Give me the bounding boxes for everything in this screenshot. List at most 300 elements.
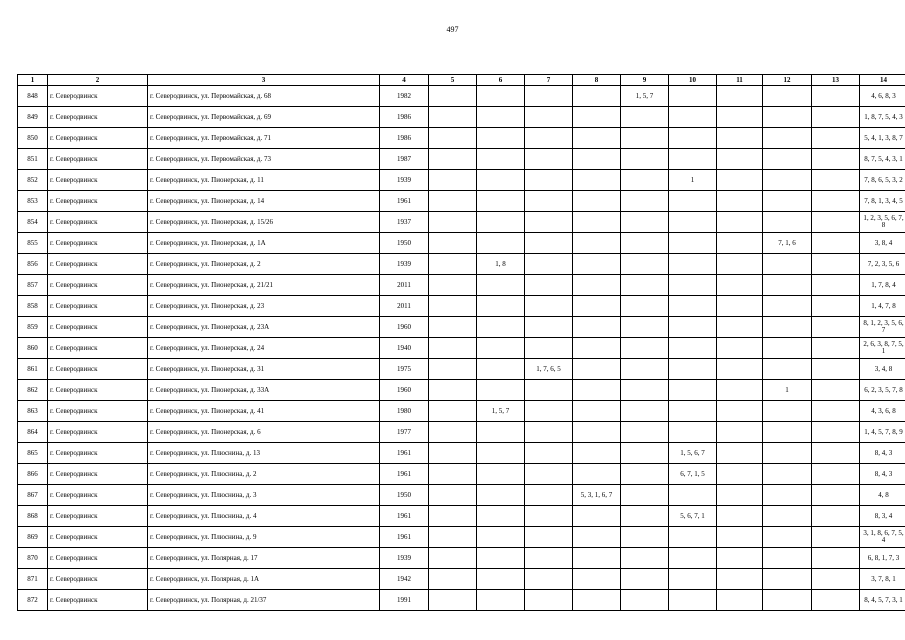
table-cell (763, 275, 812, 296)
column-header: 12 (763, 75, 812, 86)
table-cell (573, 254, 621, 275)
table-cell (763, 443, 812, 464)
table-cell: 1, 7, 6, 5 (525, 359, 573, 380)
table-cell (763, 506, 812, 527)
table-cell (669, 359, 717, 380)
table-cell (477, 443, 525, 464)
table-cell: 1, 4, 5, 7, 8, 9 (860, 422, 905, 443)
table-cell (429, 485, 477, 506)
table-cell: 850 (18, 128, 48, 149)
table-cell: г. Северодвинск, ул. Полярная, д. 21/37 (148, 590, 380, 611)
table-cell (717, 506, 763, 527)
table-cell (573, 233, 621, 254)
table-cell (573, 443, 621, 464)
table-cell: 2, 6, 3, 8, 7, 5, 1 (860, 338, 905, 359)
table-cell: 8, 1, 2, 3, 5, 6, 7 (860, 317, 905, 338)
registry-table (17, 74, 905, 611)
table-cell (477, 590, 525, 611)
table-cell: 1961 (380, 443, 429, 464)
table-cell (621, 485, 669, 506)
table-cell (763, 485, 812, 506)
table-cell (525, 422, 573, 443)
table-cell (669, 191, 717, 212)
table-cell (477, 485, 525, 506)
table-cell: 1986 (380, 107, 429, 128)
table-cell (477, 107, 525, 128)
table-cell (717, 443, 763, 464)
table-cell: 869 (18, 527, 48, 548)
table-cell (621, 590, 669, 611)
table-cell (717, 233, 763, 254)
table-row (18, 86, 905, 107)
table-cell (763, 338, 812, 359)
table-cell (763, 422, 812, 443)
page-number: 497 (446, 25, 459, 34)
table-cell: 5, 4, 1, 3, 8, 7 (860, 128, 905, 149)
table-cell (812, 590, 860, 611)
table-cell: г. Северодвинск (48, 107, 148, 128)
table-cell (763, 464, 812, 485)
table-cell: 1, 5, 7 (621, 86, 669, 107)
table-cell (812, 191, 860, 212)
table-cell: 863 (18, 401, 48, 422)
table-cell (429, 275, 477, 296)
table-cell: г. Северодвинск, ул. Полярная, д. 17 (148, 548, 380, 569)
table-cell: 6, 2, 3, 5, 7, 8 (860, 380, 905, 401)
table-cell (525, 128, 573, 149)
table-cell (429, 527, 477, 548)
table-cell (669, 212, 717, 233)
table-cell (717, 128, 763, 149)
table-cell: 7, 2, 3, 5, 6 (860, 254, 905, 275)
table-cell (429, 86, 477, 107)
table-cell (812, 149, 860, 170)
table-cell: г. Северодвинск, ул. Плюснина, д. 4 (148, 506, 380, 527)
table-cell (477, 548, 525, 569)
table-cell (621, 170, 669, 191)
table-cell (621, 464, 669, 485)
table-cell: 871 (18, 569, 48, 590)
table-cell: 2011 (380, 296, 429, 317)
table-cell (621, 401, 669, 422)
table-cell (621, 506, 669, 527)
table-cell (763, 170, 812, 191)
table-cell: г. Северодвинск, ул. Полярная, д. 1А (148, 569, 380, 590)
table-cell (717, 464, 763, 485)
table-cell: 1980 (380, 401, 429, 422)
table-cell: 1950 (380, 233, 429, 254)
table-cell (812, 233, 860, 254)
table-cell (621, 317, 669, 338)
table-cell: 1, 7, 8, 4 (860, 275, 905, 296)
table-cell (812, 86, 860, 107)
table-row (18, 590, 905, 611)
table-cell (763, 401, 812, 422)
table-cell (429, 443, 477, 464)
table-cell (477, 86, 525, 107)
table-cell: 1961 (380, 527, 429, 548)
table-cell (717, 359, 763, 380)
table-cell (812, 128, 860, 149)
table-cell (669, 338, 717, 359)
table-cell (573, 275, 621, 296)
table-cell (812, 422, 860, 443)
table-cell: г. Северодвинск (48, 401, 148, 422)
table-cell (717, 254, 763, 275)
table-cell: г. Северодвинск (48, 86, 148, 107)
table-cell: г. Северодвинск, ул. Первомайская, д. 69 (148, 107, 380, 128)
table-cell (429, 107, 477, 128)
table-cell (669, 485, 717, 506)
table-row (18, 527, 905, 548)
table-cell (525, 254, 573, 275)
table-cell: 854 (18, 212, 48, 233)
table-cell (812, 443, 860, 464)
table-cell (573, 527, 621, 548)
table-cell (573, 569, 621, 590)
table-cell: г. Северодвинск (48, 317, 148, 338)
table-cell: г. Северодвинск, ул. Плюснина, д. 2 (148, 464, 380, 485)
table-cell (525, 233, 573, 254)
table-cell (429, 569, 477, 590)
table-row (18, 254, 905, 275)
table-cell: 1939 (380, 254, 429, 275)
table-cell (669, 107, 717, 128)
table-cell: 853 (18, 191, 48, 212)
table-row (18, 548, 905, 569)
table-cell: 1, 8, 7, 5, 4, 3 (860, 107, 905, 128)
table-cell (573, 401, 621, 422)
table-cell: г. Северодвинск, ул. Пионерская, д. 33А (148, 380, 380, 401)
table-cell (812, 485, 860, 506)
table-cell: г. Северодвинск, ул. Первомайская, д. 71 (148, 128, 380, 149)
table-cell (477, 296, 525, 317)
table-cell: 1961 (380, 191, 429, 212)
table-cell: 3, 7, 8, 1 (860, 569, 905, 590)
table-cell (429, 128, 477, 149)
table-cell (525, 317, 573, 338)
table-cell (621, 275, 669, 296)
table-cell: 1939 (380, 548, 429, 569)
table-cell (812, 506, 860, 527)
table-cell (477, 275, 525, 296)
table-cell: 8, 4, 5, 7, 3, 1 (860, 590, 905, 611)
table-row (18, 422, 905, 443)
table-cell (717, 275, 763, 296)
table-cell (669, 275, 717, 296)
table-cell (763, 191, 812, 212)
table-cell (477, 317, 525, 338)
table-cell: 3, 4, 8 (860, 359, 905, 380)
table-cell (763, 149, 812, 170)
table-cell: 6, 8, 1, 7, 3 (860, 548, 905, 569)
table-cell (429, 212, 477, 233)
table-cell: г. Северодвинск, ул. Плюснина, д. 3 (148, 485, 380, 506)
table-cell (621, 359, 669, 380)
table-row (18, 149, 905, 170)
table-cell (573, 548, 621, 569)
table-cell: г. Северодвинск (48, 338, 148, 359)
table-cell: г. Северодвинск (48, 485, 148, 506)
table-cell (812, 464, 860, 485)
table-cell (621, 254, 669, 275)
table-cell (717, 590, 763, 611)
table-cell (717, 527, 763, 548)
table-cell: г. Северодвинск (48, 170, 148, 191)
table-row (18, 485, 905, 506)
table-cell: 8, 3, 4 (860, 506, 905, 527)
column-header: 2 (48, 75, 148, 86)
table-cell: г. Северодвинск (48, 149, 148, 170)
table-cell (621, 233, 669, 254)
table-cell (717, 422, 763, 443)
table-row (18, 338, 905, 359)
table-cell (717, 548, 763, 569)
table-cell (669, 296, 717, 317)
table-cell (477, 212, 525, 233)
table-cell: 3, 1, 8, 6, 7, 5, 4 (860, 527, 905, 548)
table-row (18, 464, 905, 485)
table-cell: 867 (18, 485, 48, 506)
column-header: 13 (812, 75, 860, 86)
table-cell: г. Северодвинск (48, 506, 148, 527)
table-cell (669, 401, 717, 422)
table-row (18, 128, 905, 149)
table-cell: г. Северодвинск (48, 275, 148, 296)
table-cell (669, 317, 717, 338)
table-cell: 858 (18, 296, 48, 317)
table-cell: 1977 (380, 422, 429, 443)
column-header: 9 (621, 75, 669, 86)
table-cell (717, 380, 763, 401)
table-cell: 1975 (380, 359, 429, 380)
table-cell (477, 359, 525, 380)
table-cell (669, 548, 717, 569)
table-cell (669, 527, 717, 548)
table-cell (477, 380, 525, 401)
table-cell (717, 485, 763, 506)
table-cell (429, 170, 477, 191)
table-cell (429, 506, 477, 527)
header-row (18, 75, 905, 86)
table-body (18, 86, 905, 611)
table-cell (477, 569, 525, 590)
table-cell (621, 443, 669, 464)
table-cell (525, 380, 573, 401)
table-cell (621, 149, 669, 170)
table-row (18, 317, 905, 338)
table-cell: 860 (18, 338, 48, 359)
table-cell: г. Северодвинск, ул. Пионерская, д. 24 (148, 338, 380, 359)
table-cell: г. Северодвинск (48, 548, 148, 569)
table-cell (429, 359, 477, 380)
table-cell: 1, 5, 7 (477, 401, 525, 422)
table-cell: 4, 8 (860, 485, 905, 506)
table-cell (812, 527, 860, 548)
table-cell: 857 (18, 275, 48, 296)
table-cell: 5, 6, 7, 1 (669, 506, 717, 527)
table-cell: 1960 (380, 317, 429, 338)
table-cell (477, 464, 525, 485)
table-cell (621, 548, 669, 569)
table-cell (812, 401, 860, 422)
table-cell: 3, 8, 4 (860, 233, 905, 254)
table-cell: 1937 (380, 212, 429, 233)
table-cell (812, 548, 860, 569)
table-cell (525, 548, 573, 569)
table-cell (669, 149, 717, 170)
table-cell: г. Северодвинск, ул. Пионерская, д. 23А (148, 317, 380, 338)
table-cell: 865 (18, 443, 48, 464)
table-cell (621, 338, 669, 359)
table-cell: г. Северодвинск, ул. Пионерская, д. 31 (148, 359, 380, 380)
table-cell (573, 464, 621, 485)
table-cell (717, 212, 763, 233)
table-row (18, 380, 905, 401)
table-cell (525, 527, 573, 548)
column-header: 3 (148, 75, 380, 86)
table-cell (525, 485, 573, 506)
table-cell (763, 254, 812, 275)
table-cell (477, 191, 525, 212)
table-cell: 1950 (380, 485, 429, 506)
table-cell (621, 296, 669, 317)
table-cell: 1, 5, 6, 7 (669, 443, 717, 464)
table-cell: 868 (18, 506, 48, 527)
table-cell: 7, 8, 1, 3, 4, 5 (860, 191, 905, 212)
table-cell (525, 86, 573, 107)
table-cell: г. Северодвинск (48, 380, 148, 401)
table-cell: г. Северодвинск, ул. Пионерская, д. 15/26 (148, 212, 380, 233)
table-cell: г. Северодвинск, ул. Пионерская, д. 23 (148, 296, 380, 317)
table-cell (525, 275, 573, 296)
table-cell (669, 590, 717, 611)
table-cell (717, 191, 763, 212)
table-cell: г. Северодвинск (48, 128, 148, 149)
table-cell: г. Северодвинск (48, 527, 148, 548)
table-cell: г. Северодвинск (48, 443, 148, 464)
table-cell (477, 338, 525, 359)
table-cell (621, 527, 669, 548)
table-cell: 8, 4, 3 (860, 443, 905, 464)
column-header: 11 (717, 75, 763, 86)
table-cell (717, 170, 763, 191)
table-cell (812, 296, 860, 317)
table-cell: г. Северодвинск, ул. Пионерская, д. 1А (148, 233, 380, 254)
table-cell (763, 527, 812, 548)
table-cell: 859 (18, 317, 48, 338)
table-cell: 1940 (380, 338, 429, 359)
table-cell (621, 107, 669, 128)
table-cell: г. Северодвинск, ул. Пионерская, д. 11 (148, 170, 380, 191)
table-cell (477, 149, 525, 170)
table-cell (429, 590, 477, 611)
table-row (18, 506, 905, 527)
table-row (18, 107, 905, 128)
table-cell (573, 128, 621, 149)
table-row (18, 401, 905, 422)
table-cell (429, 422, 477, 443)
table-cell: г. Северодвинск (48, 233, 148, 254)
table-cell: 851 (18, 149, 48, 170)
table-cell (763, 548, 812, 569)
table-cell (669, 233, 717, 254)
table-cell (812, 359, 860, 380)
column-header: 5 (429, 75, 477, 86)
table-cell: г. Северодвинск, ул. Плюснина, д. 13 (148, 443, 380, 464)
column-header: 4 (380, 75, 429, 86)
table-cell (717, 149, 763, 170)
table-cell (573, 107, 621, 128)
table-cell: 856 (18, 254, 48, 275)
table-cell (573, 212, 621, 233)
table-cell: 7, 1, 6 (763, 233, 812, 254)
table-cell (429, 401, 477, 422)
table-cell: 1 (669, 170, 717, 191)
table-cell (763, 317, 812, 338)
table-cell: 4, 6, 8, 3 (860, 86, 905, 107)
table-row (18, 191, 905, 212)
table-cell (763, 86, 812, 107)
table-cell: г. Северодвинск (48, 590, 148, 611)
table-cell: г. Северодвинск (48, 212, 148, 233)
table-cell (573, 170, 621, 191)
table-cell: 1939 (380, 170, 429, 191)
table-cell: 7, 8, 6, 5, 3, 2 (860, 170, 905, 191)
table-row (18, 569, 905, 590)
table-cell: 8, 4, 3 (860, 464, 905, 485)
table-cell (573, 338, 621, 359)
table-cell (812, 107, 860, 128)
table-cell (429, 464, 477, 485)
table-cell (717, 401, 763, 422)
table-cell (573, 506, 621, 527)
table-cell: 1982 (380, 86, 429, 107)
table-cell: 1960 (380, 380, 429, 401)
table-cell (477, 233, 525, 254)
table-cell: 2011 (380, 275, 429, 296)
table-cell: 864 (18, 422, 48, 443)
column-header: 8 (573, 75, 621, 86)
table-cell (717, 296, 763, 317)
table-cell: г. Северодвинск (48, 464, 148, 485)
table-cell (669, 569, 717, 590)
table-cell (621, 212, 669, 233)
table-cell: г. Северодвинск (48, 422, 148, 443)
table-cell (525, 191, 573, 212)
table-cell (429, 296, 477, 317)
table-cell (525, 149, 573, 170)
column-header: 6 (477, 75, 525, 86)
table-cell (573, 191, 621, 212)
table-cell (525, 506, 573, 527)
table-cell: г. Северодвинск, ул. Пионерская, д. 2 (148, 254, 380, 275)
table-cell (812, 170, 860, 191)
table-cell (669, 380, 717, 401)
column-header: 10 (669, 75, 717, 86)
table-cell: 1942 (380, 569, 429, 590)
table-cell (477, 506, 525, 527)
table-cell (525, 464, 573, 485)
table-cell (573, 86, 621, 107)
table-cell: г. Северодвинск, ул. Плюснина, д. 9 (148, 527, 380, 548)
table-cell: 1 (763, 380, 812, 401)
table-cell: 848 (18, 86, 48, 107)
table-cell (525, 296, 573, 317)
table-cell: 861 (18, 359, 48, 380)
table-cell: 870 (18, 548, 48, 569)
table-cell: г. Северодвинск, ул. Первомайская, д. 68 (148, 86, 380, 107)
